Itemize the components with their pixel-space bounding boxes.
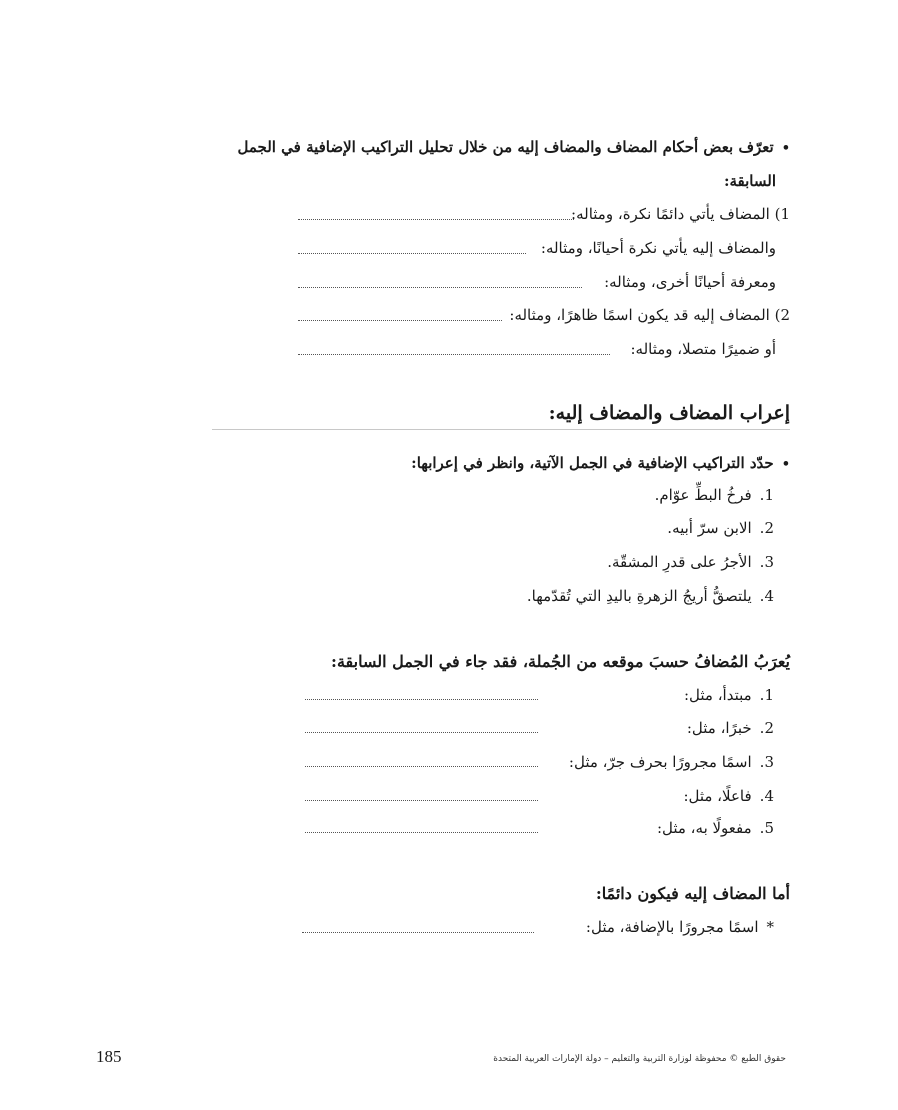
rule-item-3: ومعرفة أحيانًا أخرى، ومثاله: — [604, 273, 776, 291]
case-item: 5.مفعولًا به، مثل: — [656, 819, 774, 837]
bullet: • — [781, 141, 790, 156]
genitive-item: *اسمًا مجرورًا بالإضافة، مثل: — [585, 918, 774, 936]
divider — [212, 429, 790, 430]
answer-blank[interactable] — [298, 320, 502, 321]
page-number: 185 — [96, 1047, 122, 1066]
answer-blank[interactable] — [298, 287, 582, 288]
sentence-item: 2.الابن سرّ أبيه. — [667, 519, 774, 537]
instruction-line: •حدّد التراكيب الإضافية في الجمل الآتية، وانظر في إعرابها: — [411, 452, 790, 476]
rule-item-1: 1) المضاف يأتي دائمًا نكرة، ومثاله: — [571, 205, 790, 223]
answer-blank[interactable] — [298, 253, 526, 254]
answer-blank[interactable] — [298, 219, 574, 220]
rule-item-5: أو ضميرًا متصلا، ومثاله: — [630, 340, 776, 358]
case-item: 2.خبرًا، مثل: — [686, 719, 774, 737]
answer-blank[interactable] — [302, 932, 534, 933]
case-item: 1.مبتدأ، مثل: — [683, 686, 774, 704]
answer-blank[interactable] — [305, 800, 538, 801]
rule-item-4: 2) المضاف إليه قد يكون اسمًا ظاهرًا، ومثاله: — [509, 306, 790, 324]
answer-blank[interactable] — [305, 732, 538, 733]
section-heading: أما المضاف إليه فيكون دائمًا: — [595, 884, 790, 903]
case-item: 4.فاعلًا، مثل: — [683, 787, 774, 805]
case-item: 3.اسمًا مجرورًا بحرف جرّ، مثل: — [568, 753, 774, 771]
intro-line-2: السابقة: — [723, 172, 776, 190]
sentence-item: 3.الأجرُ على قدرِ المشقّة. — [607, 553, 774, 571]
intro-line-1: •تعرّف بعض أحكام المضاف والمضاف إليه من خلال تحليل التراكيب الإضافية في الجمل — [238, 136, 791, 160]
copyright-notice: حقوق الطبع © محفوظة لوزارة التربية والتعليم – دولة الإمارات العربية المتحدة — [493, 1054, 786, 1064]
sentence-item: 1.فرخُ البطِّ عوّام. — [654, 486, 774, 504]
answer-blank[interactable] — [298, 354, 610, 355]
answer-blank[interactable] — [305, 832, 538, 833]
rule-item-2: والمضاف إليه يأتي نكرة أحيانًا، ومثاله: — [540, 239, 776, 257]
sentence-item: 4.يلتصقُّ أريجُ الزهرةِ باليدِ التي تُقدّمها. — [526, 587, 774, 605]
section-heading: إعراب المضاف والمضاف إليه: — [548, 402, 790, 424]
section-heading: يُعرَبُ المُضافُ حسبَ موقعه من الجُملة، فقد جاء في الجمل السابقة: — [331, 652, 790, 671]
answer-blank[interactable] — [305, 766, 538, 767]
answer-blank[interactable] — [305, 699, 538, 700]
bullet: • — [781, 457, 790, 472]
